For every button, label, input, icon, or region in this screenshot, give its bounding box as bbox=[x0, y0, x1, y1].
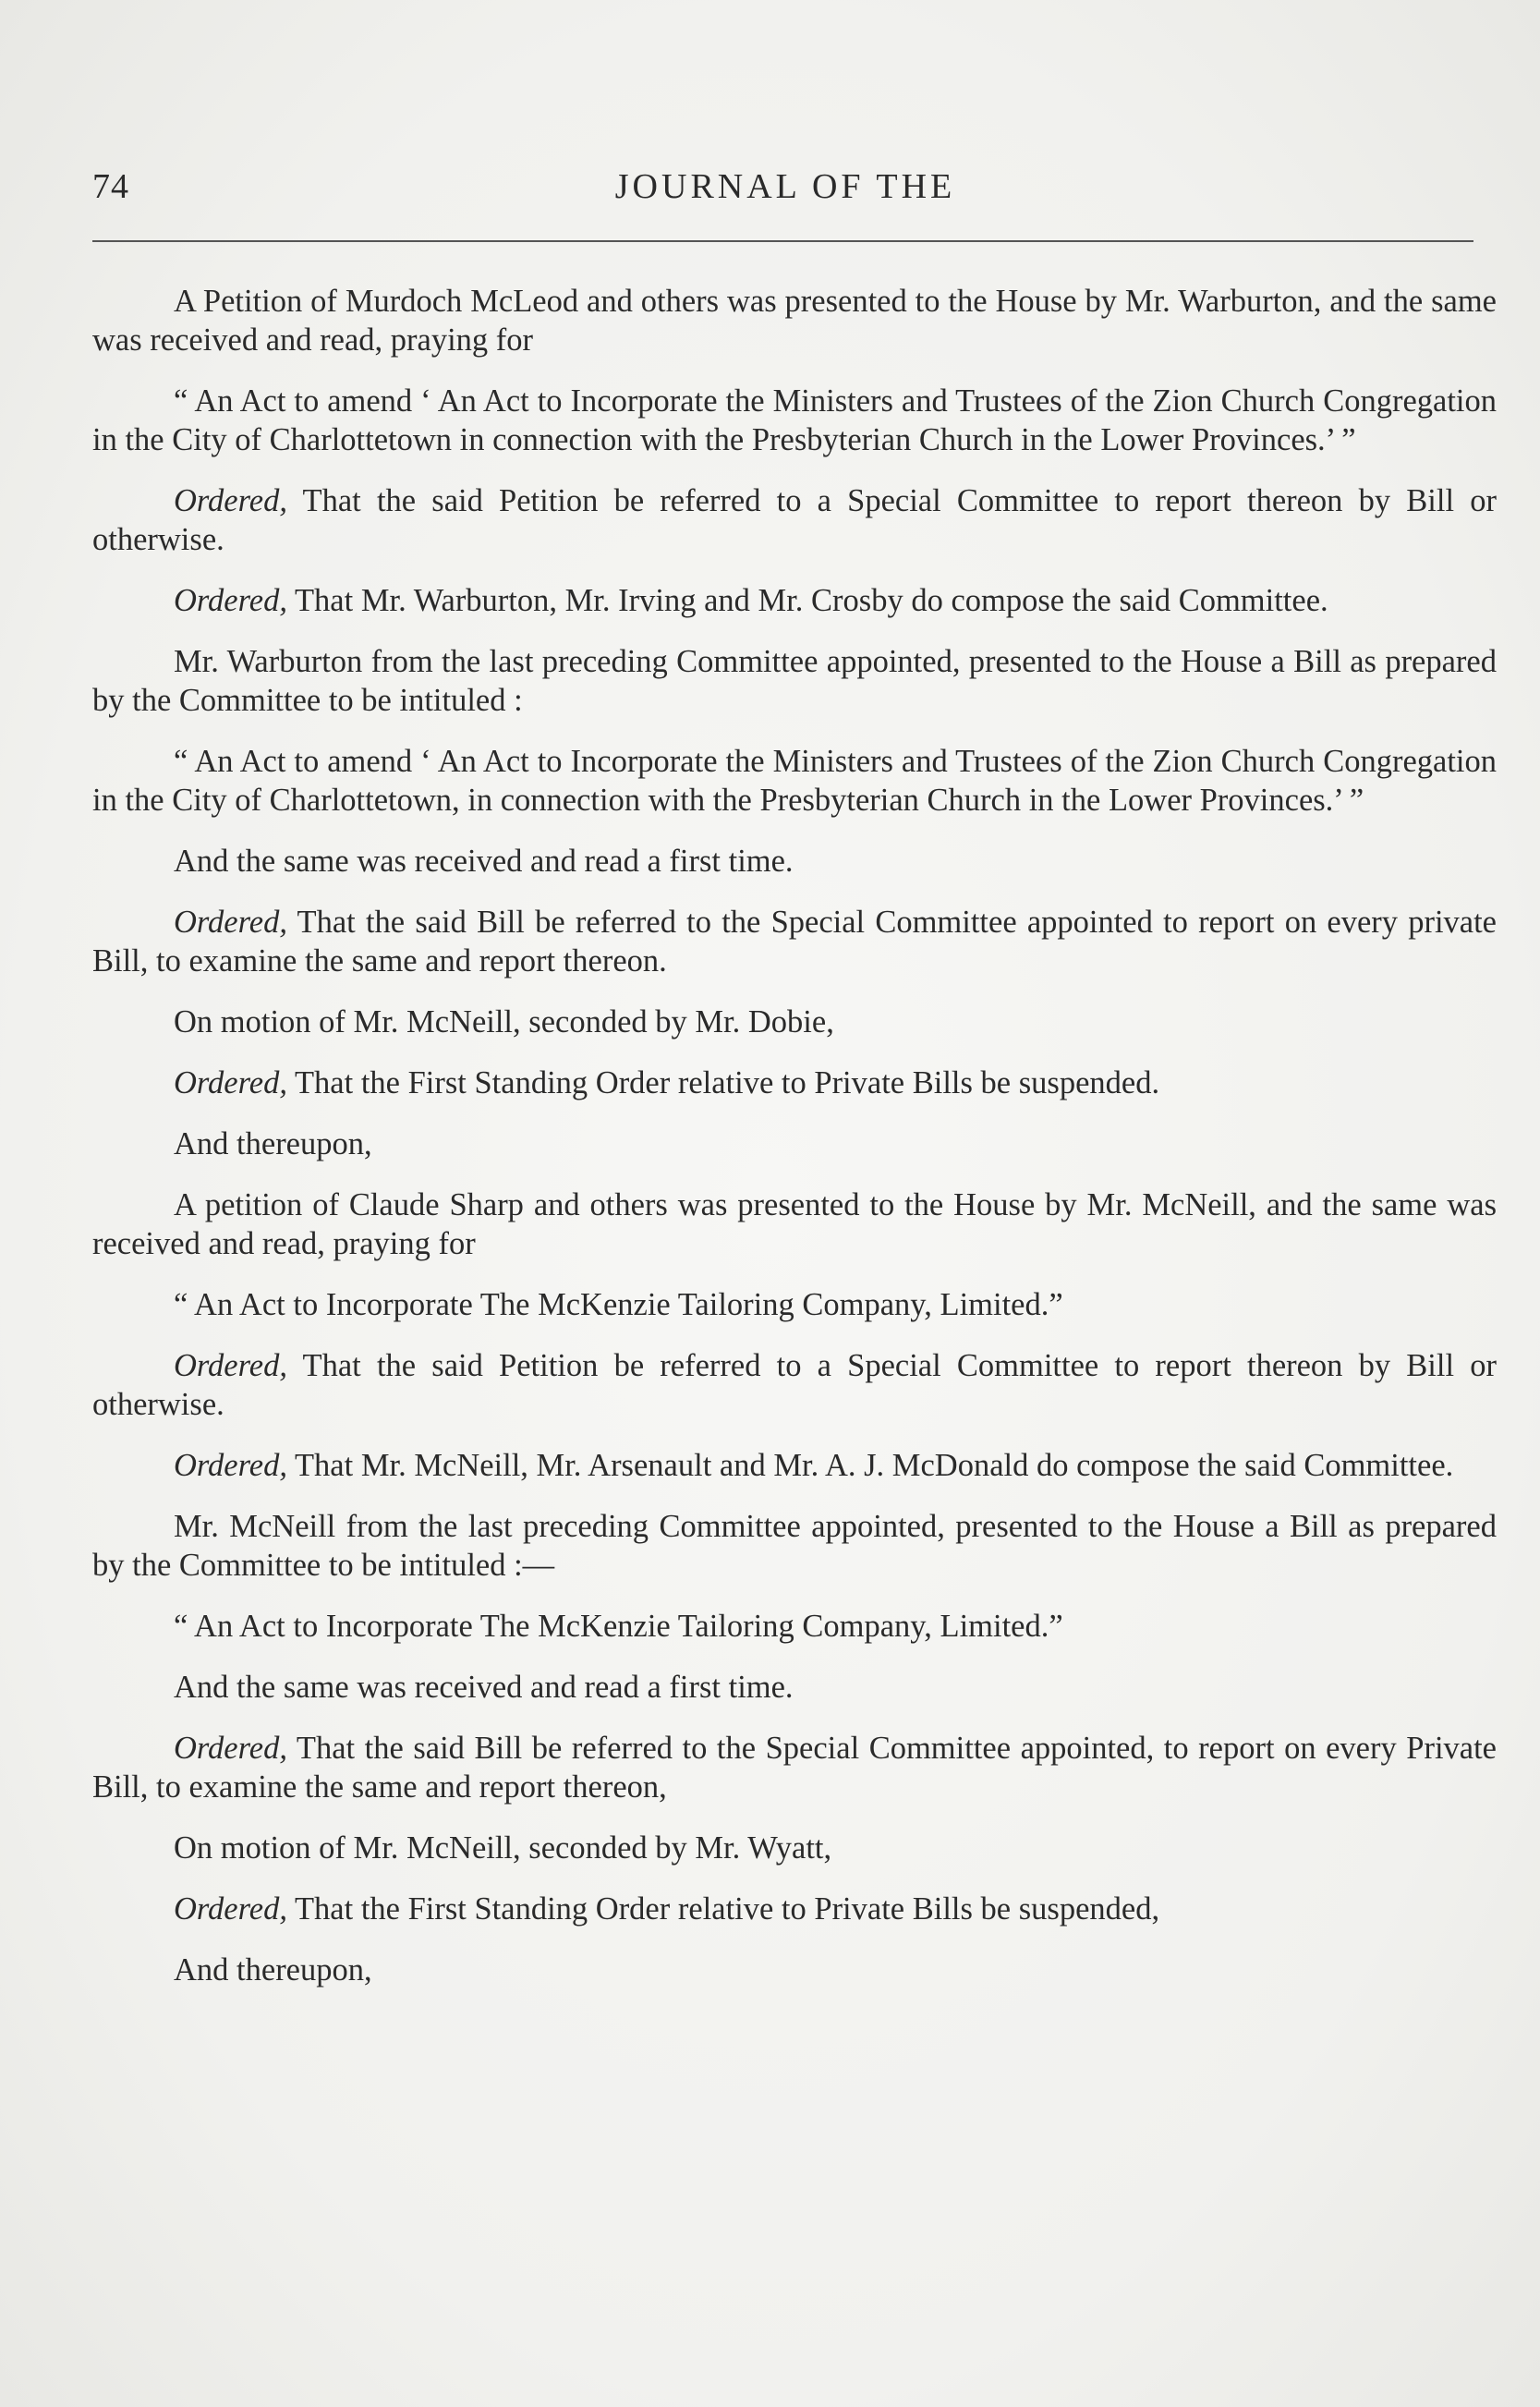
paragraph-lead: Ordered, bbox=[174, 905, 287, 940]
paragraph-text: That the First Standing Order relative to Private Bills be suspended. bbox=[286, 1065, 1160, 1100]
paragraph-text: That the said Bill be referred to the Special Committee appointed, to report on every Private Bill, to examine the same and report thereon, bbox=[92, 1731, 1497, 1805]
paragraph-lead: Ordered, bbox=[174, 583, 287, 618]
paragraph bbox=[92, 1185, 1497, 1263]
paragraph-lead: Ordered, bbox=[174, 1731, 287, 1766]
paragraph bbox=[92, 1607, 1497, 1646]
paragraph-text: Mr. McNeill from the last preceding Committee appointed, presented to the House a Bill as prepared by the Committee to be intituled :— bbox=[92, 1509, 1497, 1583]
paragraph bbox=[92, 742, 1497, 820]
paragraph-lead: Ordered, bbox=[174, 483, 287, 518]
running-head: JOURNAL OF THE bbox=[614, 167, 956, 206]
paragraph bbox=[92, 481, 1497, 559]
paragraph-lead: Ordered, bbox=[174, 1065, 287, 1100]
paragraph bbox=[92, 382, 1497, 459]
journal-body bbox=[92, 282, 1497, 1989]
page-header bbox=[92, 166, 1478, 213]
paragraph-text: That the said Petition be referred to a Special Committee to report thereon by Bill or otherwise. bbox=[92, 1348, 1497, 1422]
paragraph-text: “ An Act to Incorporate The McKenzie Tailoring Company, Limited.” bbox=[174, 1609, 1063, 1644]
paragraph bbox=[92, 842, 1497, 881]
paragraph bbox=[92, 642, 1497, 720]
header-rule bbox=[92, 240, 1473, 242]
paragraph bbox=[92, 1124, 1497, 1163]
page-number: 74 bbox=[92, 167, 129, 206]
paragraph-text: A petition of Claude Sharp and others was presented to the House by Mr. McNeill, and the same was received and read, praying for bbox=[92, 1187, 1497, 1261]
paragraph-text: That Mr. Warburton, Mr. Irving and Mr. Crosby do compose the said Committee. bbox=[286, 583, 1328, 618]
paragraph-text: “ An Act to Incorporate The McKenzie Tailoring Company, Limited.” bbox=[174, 1287, 1063, 1322]
paragraph bbox=[92, 1064, 1497, 1102]
paragraph-text: And thereupon, bbox=[174, 1952, 372, 1988]
paragraph-lead: Ordered, bbox=[174, 1891, 287, 1927]
paragraph bbox=[92, 581, 1497, 620]
paragraph-text: A Petition of Murdoch McLeod and others was presented to the House by Mr. Warburton, and the same was received and read, praying for bbox=[92, 284, 1497, 358]
paragraph bbox=[92, 1507, 1497, 1585]
paragraph-text: That the said Petition be referred to a Special Committee to report thereon by Bill or otherwise. bbox=[92, 483, 1497, 557]
paragraph bbox=[92, 1829, 1497, 1867]
paragraph bbox=[92, 903, 1497, 980]
paragraph-lead: Ordered, bbox=[174, 1448, 287, 1483]
paragraph-text: And the same was received and read a first time. bbox=[174, 1670, 794, 1705]
paragraph-text: On motion of Mr. McNeill, seconded by Mr. Wyatt, bbox=[174, 1830, 832, 1866]
paragraph-lead: Ordered, bbox=[174, 1348, 287, 1383]
paragraph-text: That the said Bill be referred to the Special Committee appointed to report on every private Bill, to examine the same and report thereon. bbox=[92, 905, 1497, 979]
paragraph bbox=[92, 1951, 1497, 1989]
paragraph-text: On motion of Mr. McNeill, seconded by Mr. Dobie, bbox=[174, 1004, 834, 1039]
paragraph-text: And the same was received and read a first time. bbox=[174, 844, 794, 879]
paragraph bbox=[92, 1446, 1497, 1485]
paragraph-text: “ An Act to amend ‘ An Act to Incorporate the Ministers and Trustees of the Zion Church Congregation in the City of Charlottetown in connection with the Presbyterian Church in the Lower Provinces.’ ” bbox=[92, 383, 1497, 457]
paragraph bbox=[92, 1346, 1497, 1424]
paragraph bbox=[92, 282, 1497, 359]
paragraph bbox=[92, 1668, 1497, 1707]
paragraph-text: Mr. Warburton from the last preceding Committee appointed, presented to the House a Bill as prepared by the Committee to be intituled : bbox=[92, 644, 1497, 718]
paragraph bbox=[92, 1890, 1497, 1928]
paragraph bbox=[92, 1003, 1497, 1041]
paragraph-text: And thereupon, bbox=[174, 1126, 372, 1161]
paragraph-text: “ An Act to amend ‘ An Act to Incorporate the Ministers and Trustees of the Zion Church Congregation in the City of Charlottetown, in connection with the Presbyterian Church in the Lower Provinces.’ ” bbox=[92, 744, 1497, 818]
paragraph bbox=[92, 1285, 1497, 1324]
paragraph bbox=[92, 1729, 1497, 1806]
paragraph-text: That the First Standing Order relative to Private Bills be suspended, bbox=[286, 1891, 1160, 1927]
paragraph-text: That Mr. McNeill, Mr. Arsenault and Mr. A. J. McDonald do compose the said Committee. bbox=[286, 1448, 1454, 1483]
